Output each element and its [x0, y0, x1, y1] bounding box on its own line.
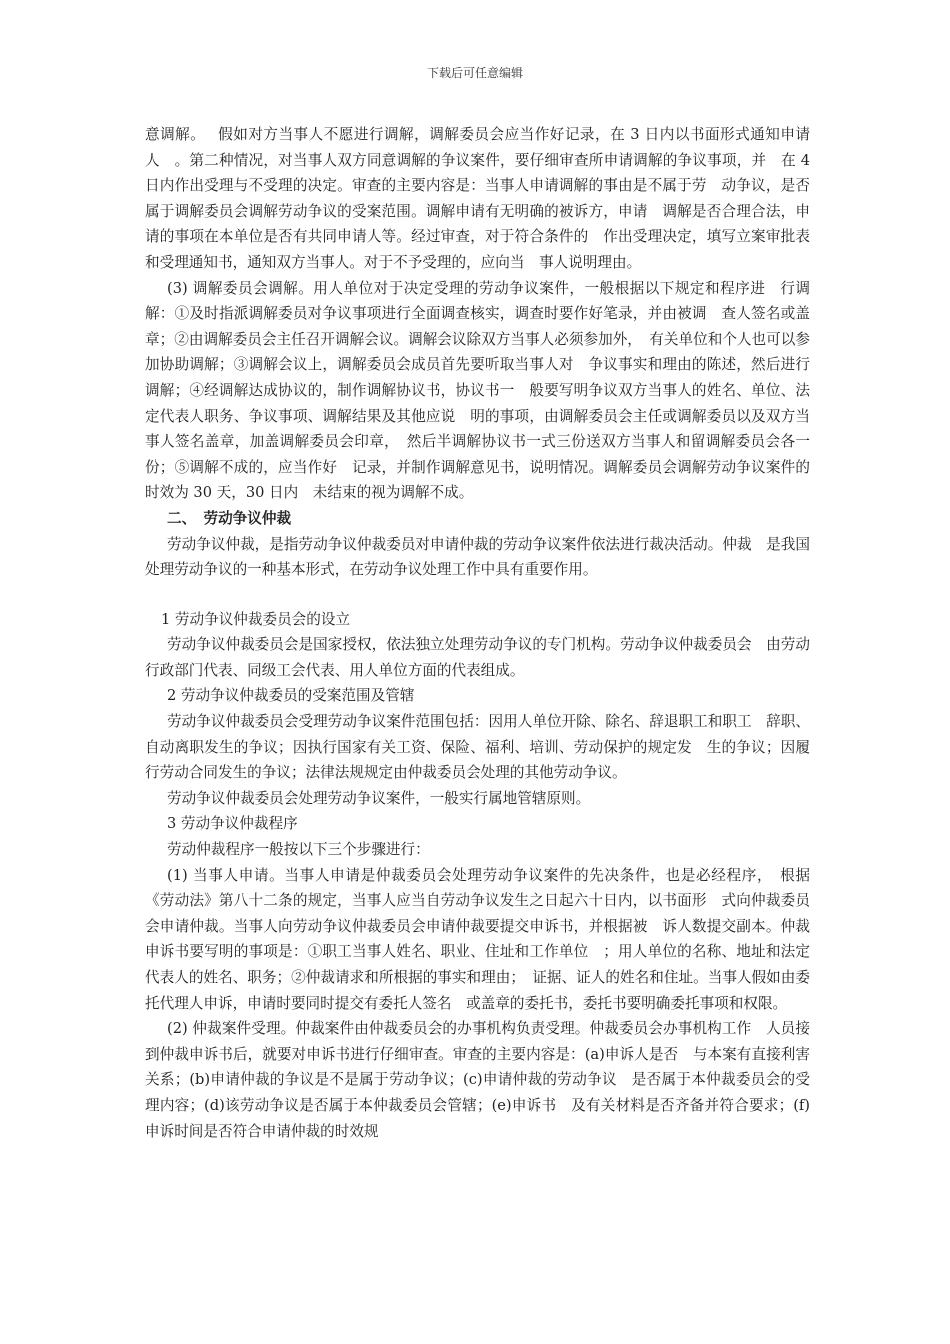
paragraph-jurisdiction: 劳动争议仲裁委员会处理劳动争议案件，一般实行属地管辖原则。 [167, 789, 591, 807]
paragraph-arbitration-definition: 劳动争议仲裁，是指劳动争议仲裁委员对申请仲裁的劳动争议案件依法进行裁决活动。仲裁 是我国处理劳动争议的一种基本形式，在劳动争议处理工作中具有重要作用。 [145, 535, 810, 579]
subheading-arbitration-procedure: 3 劳动争议仲裁程序 [167, 815, 298, 833]
paragraph-mediation-procedure: (3) 调解委员会调解。用人单位对于决定受理的劳动争议案件，一般根据以下规定和程序进 行调解：①及时指派调解委员对争议事项进行全面调查核实，调查时要作好笔录，并由被调 查人签名或盖章；②由调解委员会主任召开调解会议。调解会议除双方当事人必须参加外， 有关单位和个人也可以参加协助调解；③调解会议上，调解委员会成员首先要听取当事人对 争议事实和理由的陈述，然后进行调解；④经调解达成协议的，制作调解协议书，协议书一 般要写明争议双方当事人的姓名、单位、法定代表人职务、争议事项、调解结果及其他应说 明的事项，由调解委员会主任或调解委员以及双方当事人签名盖章，加盖调解委员会印章， 然后半调解协议书一式三份送双方当事人和留调解委员会各一份；⑤调解不成的，应当作好 记录，并制作调解意见书，说明情况。调解委员会调解劳动争议案件的时效为 30 天，30 日内 未结束的视为调解不成。 [145, 279, 810, 502]
paragraph-committee-setup: 劳动争议仲裁委员会是国家授权，依法独立处理劳动争议的专门机构。劳动争议仲裁委员会 由劳动行政部门代表、同级工会代表、用人单位方面的代表组成。 [145, 636, 810, 679]
paragraph-gap [145, 583, 810, 607]
subheading-scope-jurisdiction: 2 劳动争议仲裁委员的受案范围及管辖 [167, 687, 415, 705]
document-body [145, 122, 810, 1144]
page-header: 下载后可任意编辑 [426, 66, 523, 80]
subheading-committee-setup: 1 劳动争议仲裁委员会的设立 [161, 610, 351, 628]
paragraph-scope: 劳动争议仲裁委员会受理劳动争议案件范围包括：因用人单位开除、除名、辞退职工和职工 辞职、自动离职发生的争议；因执行国家有关工资、保险、福利、培训、劳动保护的规定发 生的争议；因履行劳动合同发生的争议；法律法规规定由仲裁委员会处理的其他劳动争议。 [145, 713, 810, 782]
paragraph-procedure-intro: 劳动仲裁程序一般按以下三个步骤进行： [167, 841, 430, 859]
paragraph-step-application: (1) 当事人申请。当事人申请是仲裁委员会处理劳动争议案件的先决条件，也是必经程序， 根据《劳动法》第八十二条的规定，当事人应当自劳动争议发生之日起六十日内，以书面形 式向仲裁委员会申请仲裁。当事人向劳动争议仲裁委员会申请仲裁要提交申诉书，并根据被 诉人数提交副本。仲裁申诉书要写明的事项是：①职工当事人姓名、职业、住址和工作单位 ；用人单位的名称、地址和法定代表人的姓名、职务；②仲裁请求和所根据的事实和理由； 证据、证人的姓名和住址。当事人假如由委托代理人申诉，申请时要同时提交有委托人签名 或盖章的委托书，委托书要明确委托事项和权限。 [145, 866, 810, 1012]
paragraph-mediation-acceptance: 意调解。 假如对方当事人不愿进行调解，调解委员会应当作好记录，在 3 日内以书面形式通知申请人 。第二种情况，对当事人双方同意调解的争议案件，要仔细审查所申请调解的争议事项，并 在 4 日内作出受理与不受理的决定。审查的主要内容是：当事人申请调解的事由是不属于劳 动争议，是否属于调解委员会调解劳动争议的受案范围。调解申请有无明确的被诉方，申请 调解是否合理合法，申请的事项在本单位是否有共同申请人等。经过审查，对于符合条件的 作出受理决定，填写立案审批表和受理通知书，通知双方当事人。对于不予受理的，应向当 事人说明理由。 [145, 126, 810, 271]
section-heading-arbitration: 二、 劳动争议仲裁 [167, 509, 292, 527]
paragraph-step-acceptance: (2) 仲裁案件受理。仲裁案件由仲裁委员会的办事机构负责受理。仲裁委员会办事机构工作 人员接到仲裁申诉书后，就要对申诉书进行仔细审查。审查的主要内容是：(a)申诉人是否 与本案有直接利害关系；(b)申请仲裁的争议是不是属于劳动争议；(c)申请仲裁的劳动争议 是否属于本仲裁委员会的受理内容；(d)该劳动争议是否属于本仲裁委员会管辖；(e)申诉书 及有关材料是否齐备并符合要求；(f)申诉时间是否符合申请仲裁的时效规 [145, 1020, 810, 1140]
